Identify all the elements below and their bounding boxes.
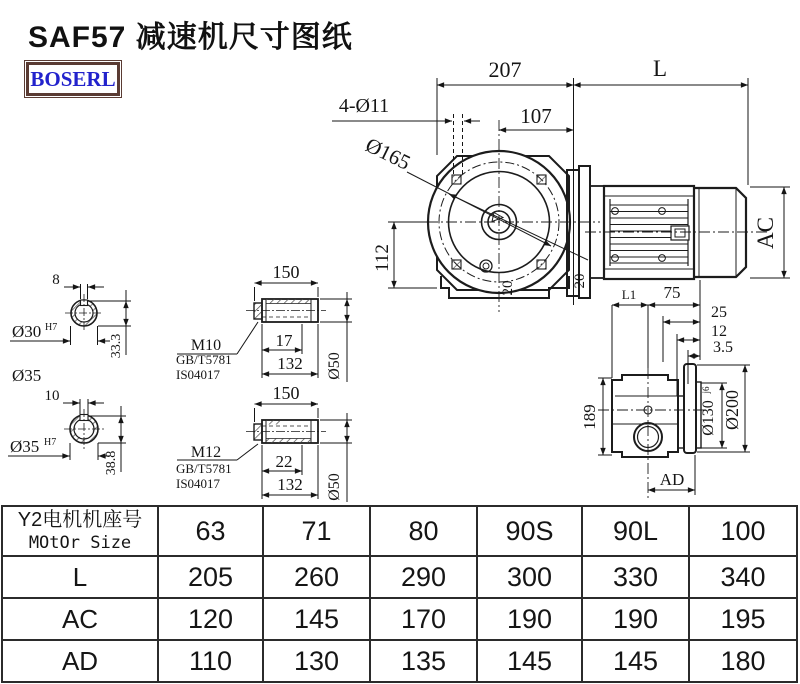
label-M12: M12 (190, 444, 222, 461)
label-M10: M10 (190, 337, 222, 354)
table-cell: 300 (477, 556, 582, 598)
size-col: 71 (263, 506, 370, 556)
dim-L1: L1 (621, 287, 637, 302)
label-iso-std-bot: IS04017 (176, 476, 221, 491)
row-label: L (2, 556, 158, 598)
table-cell: 120 (158, 598, 263, 640)
dim-AD: AD (659, 470, 685, 489)
table-cell: 135 (370, 640, 477, 682)
table-cell: 195 (689, 598, 797, 640)
table-cell: 145 (582, 640, 689, 682)
logo-text: BOSERL (30, 66, 116, 91)
dim-132-bot: 132 (277, 475, 303, 494)
motor (585, 186, 770, 279)
table-cell: 190 (582, 598, 689, 640)
dim-25: 25 (711, 304, 727, 321)
table-cell: 110 (158, 640, 263, 682)
shaft-bottom-view (246, 420, 326, 443)
dim-O30-tol: H7 (45, 322, 58, 333)
table-cell: 205 (158, 556, 263, 598)
label-gb-std-top: GB/T5781 (176, 352, 232, 367)
table-cell: 180 (689, 640, 797, 682)
table-cell: 190 (477, 598, 582, 640)
header-en: MOtOr Size (28, 533, 132, 553)
dim-12: 12 (711, 323, 727, 340)
size-col: 90L (582, 506, 689, 556)
label-O165: Ø165 (361, 132, 415, 175)
dim-207: 207 (488, 57, 522, 82)
table-cell: 330 (582, 556, 689, 598)
dim-189: 189 (580, 404, 599, 430)
front-view (407, 120, 770, 312)
row-label: AD (2, 640, 158, 682)
label-O35: Ø35 (12, 366, 42, 385)
side-view (598, 364, 706, 498)
dim-20-b: 20 (572, 273, 588, 289)
dim-112: 112 (372, 244, 393, 272)
dim-key8: 8 (52, 272, 60, 288)
dim-O130: Ø130 (700, 400, 717, 436)
dim-O130-tol: j6 (701, 386, 711, 394)
size-col: 63 (158, 506, 263, 556)
page-title: SAF57 减速机尺寸图纸 (28, 21, 353, 54)
table-row-AD (2, 640, 797, 682)
table-cell: 145 (263, 598, 370, 640)
dim-75: 75 (663, 283, 681, 302)
table-cell: 130 (263, 640, 370, 682)
dim-O50-bot: Ø50 (326, 473, 343, 501)
row-label: AC (2, 598, 158, 640)
dim-AC: AC (753, 217, 778, 249)
header-motor-size (2, 506, 158, 556)
dim-L: L (652, 56, 668, 81)
header-cn: Y2电机机座号 (17, 509, 143, 531)
shaft-top-view (246, 299, 326, 322)
dim-O35-tol: H7 (44, 437, 57, 448)
dim-20-a: 20 (500, 280, 516, 296)
table-cell: 260 (263, 556, 370, 598)
dim-O30: Ø30 (12, 322, 42, 341)
table-cell: 290 (370, 556, 477, 598)
dim-key10: 10 (44, 388, 60, 404)
size-col: 80 (370, 506, 477, 556)
size-col: 100 (689, 506, 797, 556)
dim-3-5: 3.5 (713, 339, 733, 356)
dim-107: 107 (520, 104, 552, 128)
dim-O200: Ø200 (722, 390, 742, 430)
dim-17: 17 (275, 331, 293, 350)
table-cell: 340 (689, 556, 797, 598)
dim-150-top: 150 (272, 262, 300, 282)
table-row-AC (2, 598, 797, 640)
dim-132-top: 132 (277, 354, 303, 373)
label-4xO11: 4-Ø11 (338, 95, 390, 117)
dim-22: 22 (275, 452, 293, 471)
size-col: 90S (477, 506, 582, 556)
dim-33-3: 33.3 (109, 333, 124, 359)
dim-38-8: 38.8 (104, 450, 119, 476)
motor-size-table (1, 505, 798, 683)
dim-150-bot: 150 (272, 383, 300, 403)
table-row-L (2, 556, 797, 598)
table-cell: 145 (477, 640, 582, 682)
table-cell: 170 (370, 598, 477, 640)
table-header-row (2, 506, 797, 556)
label-iso-std-top: IS04017 (176, 367, 221, 382)
dim-O50-top: Ø50 (326, 352, 343, 380)
dim-O35: Ø35 (10, 437, 40, 456)
label-gb-std-bot: GB/T5781 (176, 461, 232, 476)
